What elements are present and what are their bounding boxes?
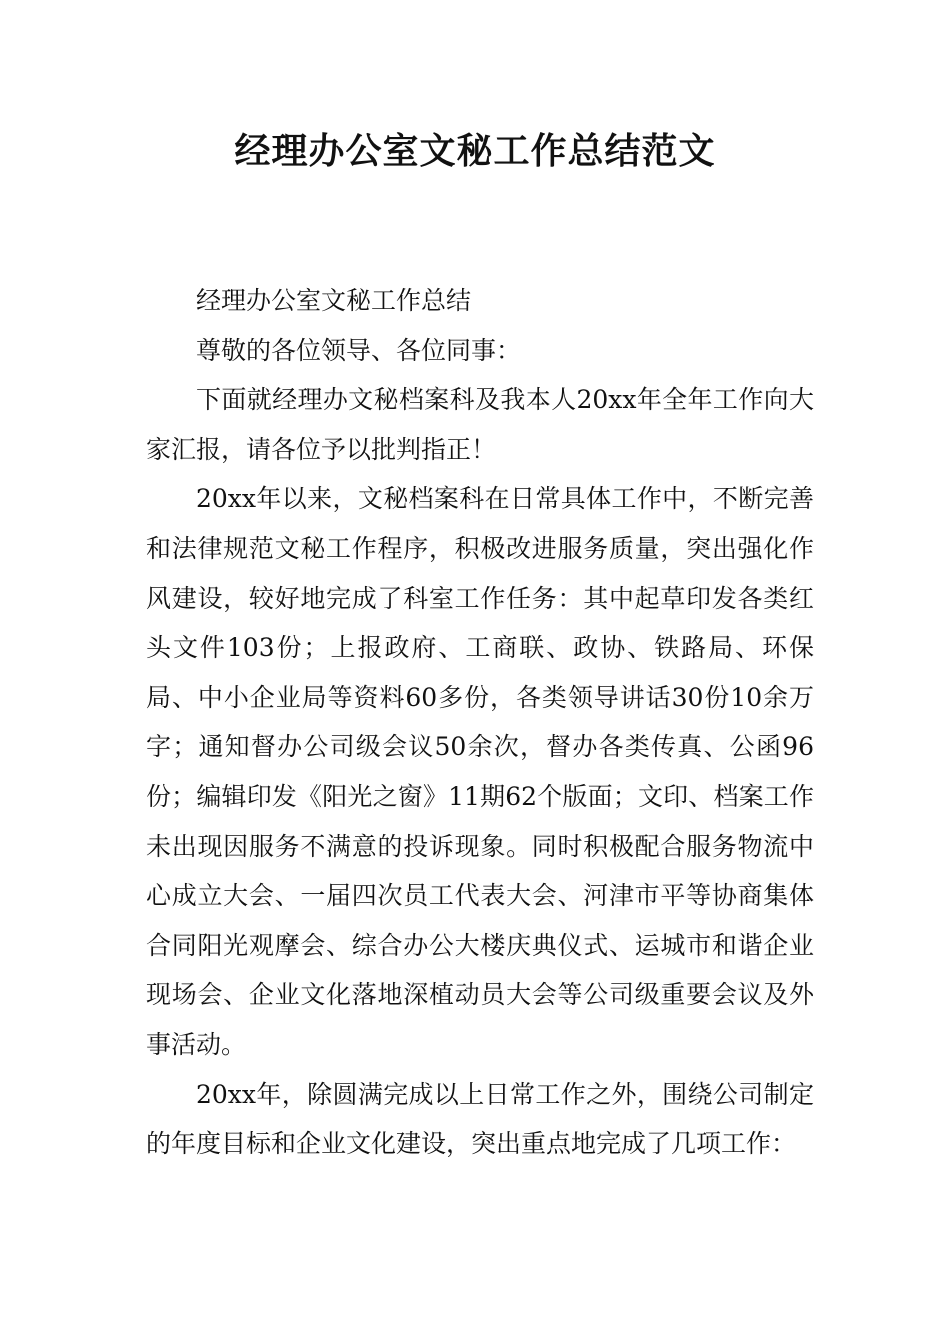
paragraph-work-summary: 20xx年以来，文秘档案科在日常具体工作中，不断完善和法律规范文秘工作程序，积极改进服务质量，突出强化作风建设，较好地完成了科室工作任务：其中起草印发各类红头文件103份；上报政府、工商联、政协、铁路局、环保局、中小企业局等资料60多份，各类领导讲话30份10余万字；通知督办公司级会议50余次，督办各类传真、公函96份；编辑印发《阳光之窗》11期62个版面；文印、档案工作未出现因服务不满意的投诉现象。同时积极配合服务物流中心成立大会、一届四次员工代表大会、河津市平等协商集体合同阳光观摩会、综合办公大楼庆典仪式、运城市和谐企业现场会、企业文化落地深植动员大会等公司级重要会议及外事活动。	[146, 484, 814, 1059]
document-body	[146, 276, 814, 1169]
paragraph-subtitle: 经理办公室文秘工作总结	[196, 286, 472, 315]
paragraph-salutation: 尊敬的各位领导、各位同事：	[196, 335, 522, 365]
paragraph-intro: 下面就经理办文秘档案科及我本人20xx年全年工作向大家汇报，请各位予以批判指正！	[146, 385, 814, 464]
document-title: 经理办公室文秘工作总结范文	[234, 131, 716, 172]
paragraph-key-work: 20xx年，除圆满完成以上日常工作之外，围绕公司制定的年度目标和企业文化建设，突出重点地完成了几项工作：	[146, 1079, 814, 1159]
